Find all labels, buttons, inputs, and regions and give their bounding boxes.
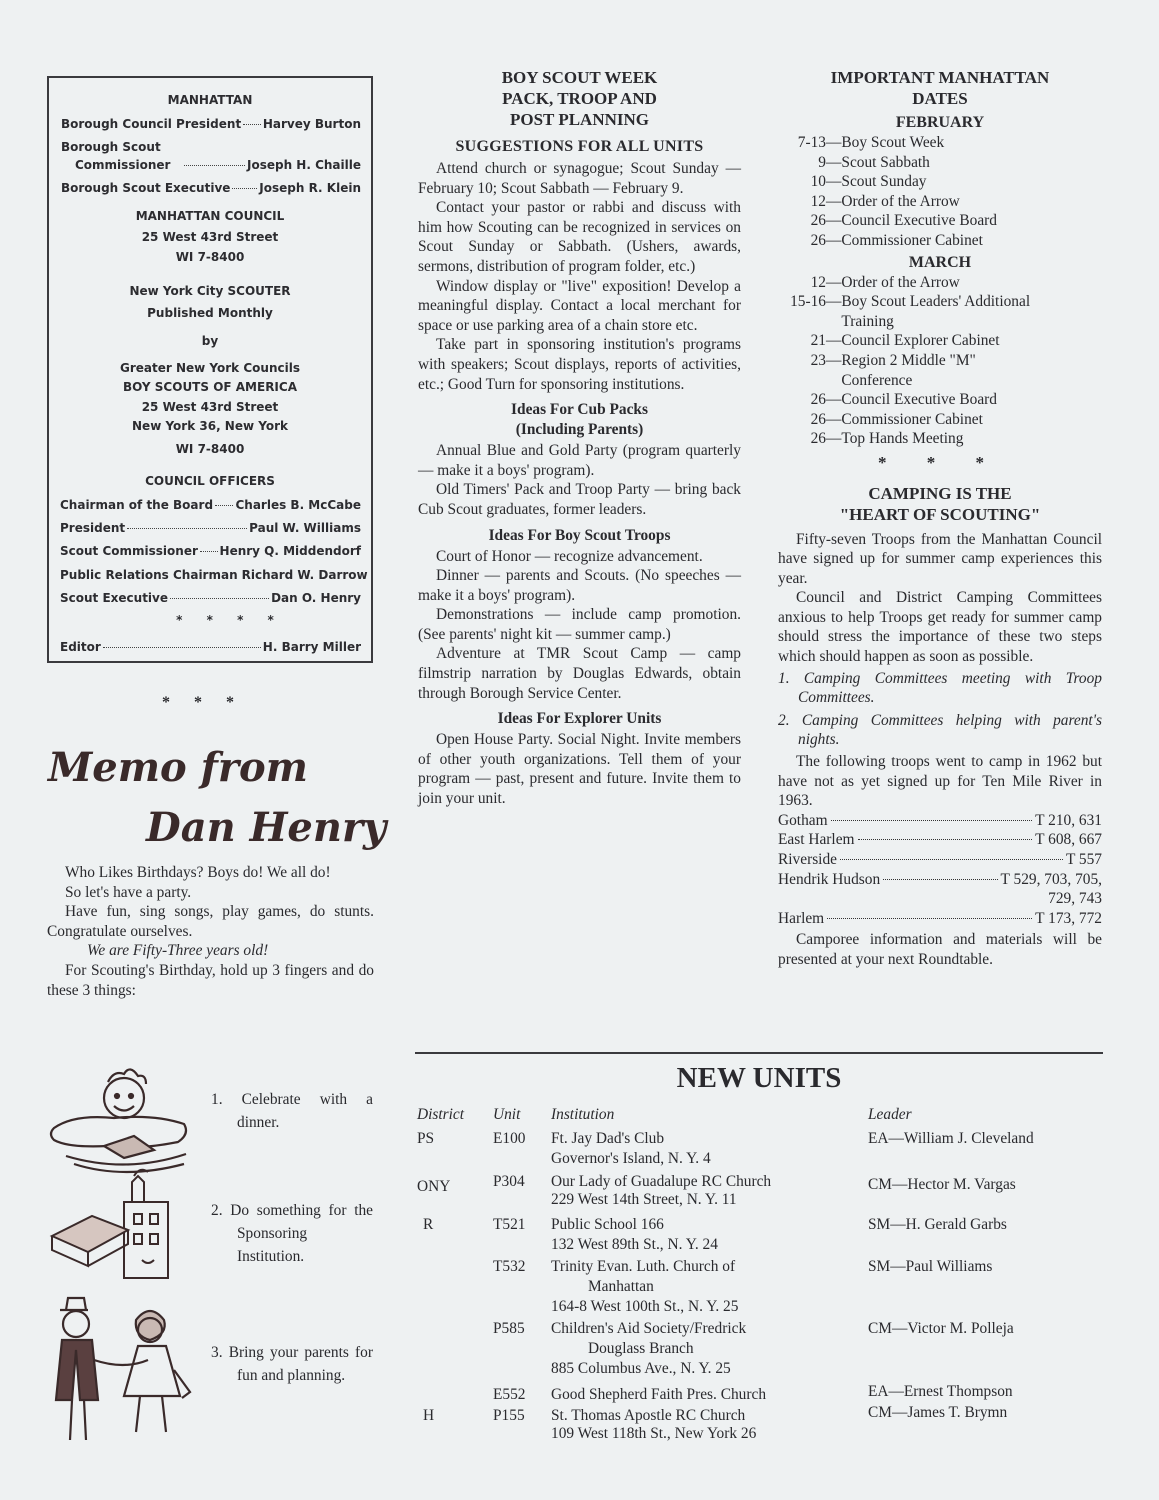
body-para: Council and District Camping Committees anxious to help Troops get ready for summer camp should stress the importance of these two steps which should happen as soon as possible. bbox=[778, 589, 1102, 666]
date-row: 12 — Order of the Arrow bbox=[810, 273, 960, 291]
date-row: 26 — Commissioner Cabinet bbox=[810, 410, 983, 428]
date-row: 10 — Scout Sunday bbox=[810, 173, 927, 191]
officers-heading: COUNCIL OFFICERS bbox=[145, 474, 275, 488]
section-heading: PACK, TROOP AND bbox=[502, 89, 657, 108]
boy-dinner-illustration bbox=[44, 1068, 204, 1180]
date-row: 12 — Order of the Arrow bbox=[810, 192, 960, 210]
official-row: Commissioner Joseph H. Chaille bbox=[75, 158, 361, 172]
memo-title-line-2: Dan Henry bbox=[146, 804, 387, 851]
camp-step: 2. Camping Committees helping with parent's nights. bbox=[778, 711, 1102, 749]
official-row: Borough Council President Harvey Burton bbox=[61, 117, 361, 131]
body-para: Demonstrations — include camp promotion. (See parents' night kit — summer camp.) bbox=[418, 606, 741, 643]
publisher-line: Greater New York Councils bbox=[120, 361, 300, 375]
separator-stars: * * * bbox=[162, 694, 244, 711]
date-row: 23 — Region 2 Middle "M" Conference bbox=[810, 351, 976, 389]
manhattan-dates-column bbox=[778, 67, 1102, 970]
council-address: 25 West 43rd Street bbox=[141, 230, 279, 244]
body-para: The following troops went to camp in 1962 but have not as yet signed up for Ten Mile River in 1963. bbox=[778, 753, 1102, 810]
troop-row: Riverside T 557 bbox=[778, 851, 1102, 868]
officer-row: Chairman of the Board Charles B. McCabe bbox=[60, 498, 361, 512]
section-heading: POST PLANNING bbox=[509, 110, 649, 129]
date-row: 26 — Council Executive Board bbox=[810, 391, 997, 409]
officer-row: Scout Commissioner Henry Q. Middendorf bbox=[60, 544, 361, 558]
subsection-heading: Ideas For Explorer Units bbox=[497, 710, 662, 728]
body-para: Annual Blue and Gold Party (program quarterly — make it a boys' program). bbox=[418, 442, 741, 479]
section-heading: DATES bbox=[912, 89, 968, 108]
publisher-line: BOY SCOUTS OF AMERICA bbox=[123, 380, 297, 394]
troop-row: East Harlem T 608, 667 bbox=[778, 831, 1102, 849]
troop-row: Harlem T 173, 772 bbox=[778, 909, 1102, 927]
date-row: 26 — Council Executive Board bbox=[810, 212, 997, 230]
month-heading: MARCH bbox=[908, 253, 972, 271]
memo-para: Who Likes Birthdays? Boys do! We all do! bbox=[65, 864, 331, 881]
body-para: Contact your pastor or rabbi and discuss with him how Scouting can be recognized in services on Scout Sunday or Sabbath. (Ushers, awards, sermons, distribution of program folder, etc.) bbox=[418, 199, 741, 275]
officer-row: President Paul W. Williams bbox=[60, 521, 361, 535]
section-heading: BOY SCOUT WEEK bbox=[501, 68, 658, 87]
memo-thing: 3. Bring your parents for fun and planning. bbox=[211, 1344, 373, 1384]
body-para: Old Timers' Pack and Troop Party — bring back Cub Scout graduates, former leaders. bbox=[418, 481, 741, 518]
editor-row: Editor H. Barry Miller bbox=[60, 640, 361, 654]
section-heading: "HEART OF SCOUTING" bbox=[839, 504, 1041, 524]
subsection-heading: Ideas For Cub Packs bbox=[511, 401, 648, 419]
date-row: 9 — Scout Sabbath bbox=[818, 153, 930, 171]
masthead-box bbox=[47, 76, 373, 663]
body-para: Attend church or synagogue; Scout Sunday — February 10; Scout Sabbath — February 9. bbox=[418, 160, 741, 197]
section-stars: * * * bbox=[878, 452, 1002, 472]
official-row-title: Borough Scout bbox=[61, 140, 161, 154]
publication-by: by bbox=[201, 334, 219, 348]
body-para: Dinner — parents and Scouts. (No speeches — make it a boys' program). bbox=[418, 567, 741, 604]
publication-name: New York City SCOUTER bbox=[129, 284, 291, 298]
month-heading: FEBRUARY bbox=[895, 114, 985, 131]
council-name: MANHATTAN COUNCIL bbox=[135, 209, 285, 223]
council-phone: WI 7-8400 bbox=[175, 250, 245, 264]
troop-row: Gotham T 210, 631 bbox=[778, 811, 1102, 829]
masthead-stars: * * * * bbox=[176, 613, 284, 627]
date-row: 26 — Commissioner Cabinet bbox=[810, 231, 983, 249]
family-illustration bbox=[44, 1290, 204, 1450]
body-para: Take part in sponsoring institution's programs with speakers; Scout displays, reports of activities, etc.; Good Turn for sponsoring institutions. bbox=[418, 336, 741, 393]
memo-age: We are Fifty-Three years old! bbox=[87, 942, 269, 960]
body-para: Adventure at TMR Scout Camp — camp filmstrip narration by Douglas Edwards, obtain through Borough Service Center. bbox=[418, 645, 741, 702]
new-units-title: NEW UNITS bbox=[676, 1062, 842, 1094]
date-row: 15-16 — Boy Scout Leaders' Additional Training bbox=[790, 293, 1031, 330]
memo-thing: 2. Do something for the Sponsoring Institution. bbox=[211, 1202, 373, 1265]
memo-body bbox=[47, 863, 374, 1000]
memo-thing: 1. Celebrate with a dinner. bbox=[211, 1091, 373, 1131]
section-heading: CAMPING IS THE bbox=[868, 483, 1012, 503]
memo-para: So let's have a party. bbox=[65, 883, 192, 901]
camp-step: 1. Camping Committees meeting with Troop Committees. bbox=[778, 669, 1102, 707]
body-para: Open House Party. Social Night. Invite members of other youth organizations. Tell them of your program — past, present and future. Invite them to join your unit. bbox=[418, 731, 741, 808]
memo-para: For Scouting's Birthday, hold up 3 fingers and do these 3 things: bbox=[47, 961, 374, 999]
section-divider bbox=[415, 1052, 1103, 1054]
section-heading: IMPORTANT MANHATTAN bbox=[830, 68, 1050, 87]
officer-row: Public Relations Chairman Richard W. Darrow bbox=[60, 568, 368, 582]
publisher-address: New York 36, New York bbox=[132, 419, 288, 433]
body-para: Fifty-seven Troops from the Manhattan Council have signed up for summer camp experiences this year. bbox=[778, 530, 1102, 587]
subsection-heading: Ideas For Boy Scout Troops bbox=[488, 526, 671, 544]
body-para: Court of Honor — recognize advancement. bbox=[436, 547, 703, 565]
officer-row: Scout Executive Dan O. Henry bbox=[60, 591, 361, 605]
subsection-heading: SUGGESTIONS FOR ALL UNITS bbox=[455, 138, 704, 155]
body-para: Camporee information and materials will be presented at your next Roundtable. bbox=[778, 931, 1102, 968]
publisher-phone: WI 7-8400 bbox=[175, 442, 245, 456]
troop-row-continued: 729, 743 bbox=[1048, 890, 1102, 908]
boy-scout-week-column bbox=[418, 67, 741, 809]
publisher-address: 25 West 43rd Street bbox=[141, 400, 279, 414]
subsection-heading: (Including Parents) bbox=[515, 421, 644, 439]
borough-heading: MANHATTAN bbox=[167, 93, 253, 107]
official-row: Borough Scout Executive Joseph R. Klein bbox=[61, 181, 361, 195]
date-row: 7-13 — Boy Scout Week bbox=[797, 134, 945, 151]
building-illustration bbox=[44, 1168, 194, 1288]
body-para: Window display or "live" exposition! Develop a meaningful display. Contact a local merchant for space or use parking area of a chain store etc. bbox=[418, 277, 741, 334]
memo-para: Have fun, sing songs, play games, do stunts. Congratulate ourselves. bbox=[47, 903, 374, 940]
memo-title-line-1: Memo from bbox=[48, 744, 308, 791]
date-row: 21 — Council Explorer Cabinet bbox=[810, 332, 1000, 350]
troop-row: Hendrik Hudson T 529, 703, 705, bbox=[778, 870, 1102, 888]
date-row: 26 — Top Hands Meeting bbox=[810, 430, 964, 448]
publication-frequency: Published Monthly bbox=[147, 306, 273, 320]
